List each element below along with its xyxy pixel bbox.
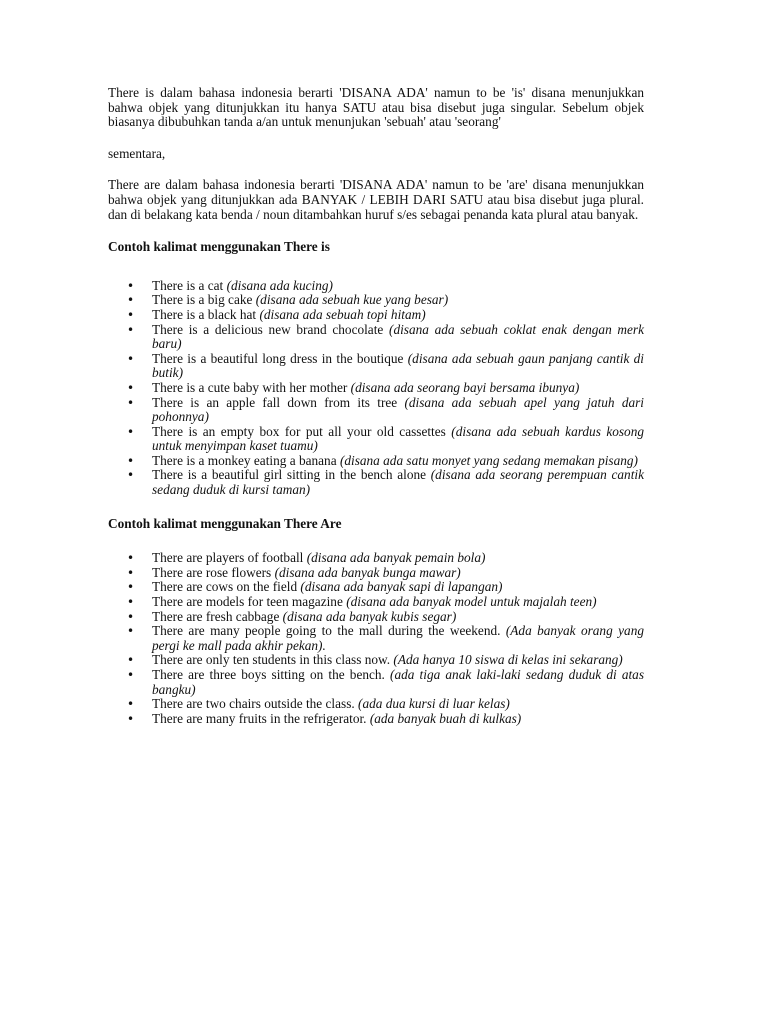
example-sentence: There are models for teen magazine xyxy=(152,594,343,610)
example-sentence: There is an apple fall down from its tree xyxy=(152,394,398,410)
bullet-icon: • xyxy=(127,711,135,726)
list-item xyxy=(108,308,644,323)
bullet-icon: • xyxy=(127,293,135,308)
example-translation: (disana ada sebuah gaun panjang cantik di butik) xyxy=(152,350,645,381)
example-sentence: There are many people going to the mall during the weekend. xyxy=(152,623,501,639)
list-item xyxy=(108,653,644,668)
example-sentence: There are cows on the field xyxy=(152,579,298,595)
example-sentence: There are three boys sitting on the bench. xyxy=(152,667,385,682)
example-translation: (ada dua kursi di luar kelas) xyxy=(358,696,510,712)
example-translation: (disana ada banyak pemain bola) xyxy=(306,550,486,566)
example-translation: (disana ada seorang bayi bersama ibunya) xyxy=(350,379,580,395)
list-item xyxy=(108,668,644,697)
list-item xyxy=(108,323,644,352)
example-translation: (disana ada seorang perempuan cantik sedang duduk di kursi taman) xyxy=(152,467,644,498)
list-item xyxy=(108,610,644,625)
bullet-icon: • xyxy=(127,565,135,580)
bullet-icon: • xyxy=(127,395,135,410)
bullet-icon: • xyxy=(127,668,135,682)
example-sentence: There is a big cake xyxy=(152,292,253,308)
example-translation: (Ada hanya 10 siswa di kelas ini sekarang) xyxy=(393,652,623,668)
example-translation: (ada banyak buah di kulkas) xyxy=(369,710,522,726)
example-sentence: There are players of football xyxy=(152,550,304,566)
example-sentence: There is a monkey eating a banana xyxy=(152,452,337,468)
intro-paragraph-there-is: There is dalam bahasa indonesia berarti 'DISANA ADA' namun to be 'is' disana menunjukkan bahwa objek yang ditunjukkan itu hanya SATU atau bisa disebut juga singular. Sebelum objek biasanya dibubuhkan tanda a/an untuk menunjukan 'sebuah' atau 'seorang' xyxy=(108,85,644,130)
example-sentence: There are fresh cabbage xyxy=(152,608,280,624)
list-item xyxy=(108,712,644,727)
bullet-icon: • xyxy=(127,351,135,366)
list-item xyxy=(108,566,644,581)
example-translation: (Ada banyak orang yang pergi ke mall pada akhir pekan). xyxy=(152,623,644,653)
example-translation: (disana ada sebuah kue yang besar) xyxy=(255,292,449,308)
bullet-icon: • xyxy=(127,551,135,566)
example-translation: (disana ada banyak kubis segar) xyxy=(282,608,457,624)
example-sentence: There is a black hat xyxy=(152,306,257,322)
list-item xyxy=(108,279,644,294)
list-item xyxy=(108,551,644,566)
example-sentence: There is a cute baby with her mother xyxy=(152,379,348,395)
example-sentence: There is a beautiful long dress in the boutique xyxy=(152,350,404,366)
bullet-icon: • xyxy=(127,424,135,439)
list-item xyxy=(108,352,644,381)
list-there-are xyxy=(108,551,644,726)
example-translation: (disana ada banyak sapi di lapangan) xyxy=(300,579,503,595)
example-sentence: There are rose flowers xyxy=(152,564,272,580)
example-sentence: There is an empty box for put all your old cassettes xyxy=(152,423,446,439)
example-translation: (disana ada sebuah apel yang jatuh dari pohonnya) xyxy=(152,394,644,425)
example-sentence: There are many fruits in the refrigerator. xyxy=(152,710,367,726)
example-translation: (disana ada sebuah topi hitam) xyxy=(259,306,426,322)
example-sentence: There is a beautiful girl sitting in the bench alone xyxy=(152,467,427,483)
example-sentence: There are two chairs outside the class. xyxy=(152,696,355,712)
bullet-icon: • xyxy=(127,380,135,395)
heading-there-is: Contoh kalimat menggunakan There is xyxy=(108,239,330,255)
list-item xyxy=(108,381,644,396)
example-sentence: There is a cat xyxy=(152,277,224,293)
example-translation: (ada tiga anak laki-laki sedang duduk di atas bangku) xyxy=(152,667,644,697)
example-translation: (disana ada banyak bunga mawar) xyxy=(274,564,461,580)
bullet-icon: • xyxy=(127,307,135,322)
list-item xyxy=(108,468,644,497)
example-translation: (disana ada banyak model untuk majalah teen) xyxy=(346,594,597,610)
bullet-icon: • xyxy=(127,653,135,668)
intro-paragraph-there-are: There are dalam bahasa indonesia berarti 'DISANA ADA' namun to be 'are' disana menunjukkan bahwa objek yang ditunjukkan ada BANYAK / LEBIH DARI SATU atau bisa disebut juga plural. dan di belakang kata benda / noun ditambahkan huruf s/es sebagai penanda kata plural atau banyak. xyxy=(108,177,644,222)
bullet-icon: • xyxy=(127,278,135,293)
example-sentence: There are only ten students in this class now. xyxy=(152,652,391,668)
bullet-icon: • xyxy=(127,468,135,483)
document-body xyxy=(108,86,644,726)
bullet-icon: • xyxy=(127,609,135,624)
list-item xyxy=(108,595,644,610)
list-item xyxy=(108,293,644,308)
heading-there-are: Contoh kalimat menggunakan There Are xyxy=(108,515,342,531)
bullet-icon: • xyxy=(127,453,135,468)
bullet-icon: • xyxy=(127,624,135,639)
list-item xyxy=(108,454,644,469)
example-translation: (disana ada sebuah kardus kosong untuk menyimpan kaset tuamu) xyxy=(152,423,644,454)
list-item xyxy=(108,624,644,653)
list-item xyxy=(108,580,644,595)
bullet-icon: • xyxy=(127,697,135,712)
intro-transition: sementara, xyxy=(108,145,166,161)
bullet-icon: • xyxy=(127,595,135,610)
list-item xyxy=(108,425,644,454)
list-item xyxy=(108,396,644,425)
bullet-icon: • xyxy=(127,580,135,595)
bullet-icon: • xyxy=(127,322,135,337)
list-there-is xyxy=(108,279,644,498)
list-item xyxy=(108,697,644,712)
example-translation: (disana ada satu monyet yang sedang memakan pisang) xyxy=(339,452,638,468)
example-sentence: There is a delicious new brand chocolate xyxy=(152,321,384,337)
example-translation: (disana ada sebuah coklat enak dengan merk baru) xyxy=(152,321,644,352)
example-translation: (disana ada kucing) xyxy=(226,277,333,293)
